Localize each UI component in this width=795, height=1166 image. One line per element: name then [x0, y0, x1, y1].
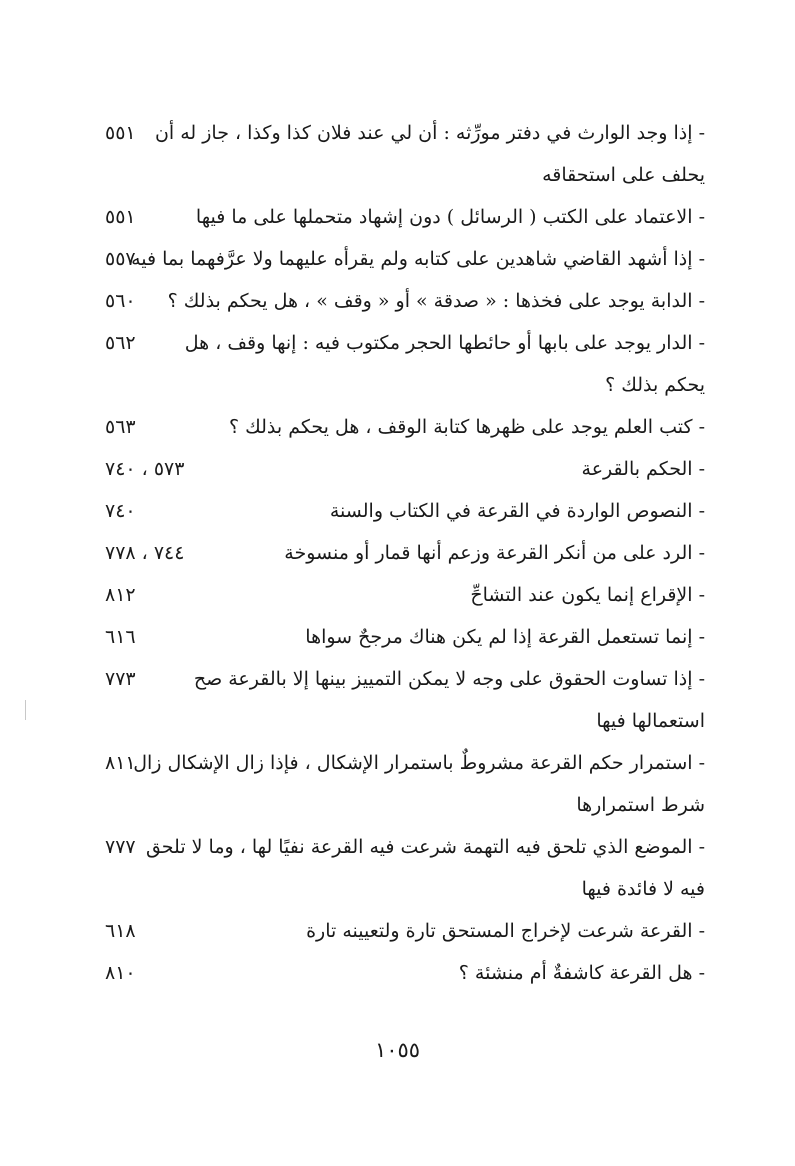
entry-line: - النصوص الواردة في القرعة في الكتاب والسنة	[329, 500, 705, 522]
entry-line: - إذا وجد الوارث في دفتر مورِّثه : أن لي عند فلان كذا وكذا ، جاز له أن	[154, 122, 705, 144]
page-reference: ٨١٠	[105, 962, 136, 984]
page-reference: ٨١٢	[105, 584, 136, 606]
index-entry	[100, 448, 705, 490]
entry-line-continued: يحكم بذلك ؟	[605, 374, 705, 396]
entry-line-continued: يحلف على استحقاقه	[542, 164, 705, 186]
entry-line: - إنما تستعمل القرعة إذا لم يكن هناك مرجحٌ سواها	[305, 626, 705, 648]
entry-line: - الموضع الذي تلحق فيه التهمة شرعت فيه القرعة نفيًا لها ، وما لا تلحق	[145, 836, 705, 858]
entry-line-continued: استعمالها فيها	[596, 710, 705, 732]
entry-line: - الإقراع إنما يكون عند التشاحِّ	[470, 584, 705, 606]
index-entry	[100, 238, 705, 280]
page-reference: ٥٦٠	[105, 290, 136, 312]
page-reference: ٥٦٢	[105, 332, 136, 354]
index-entry	[100, 280, 705, 322]
page-reference: ٥٥١	[105, 122, 136, 144]
page-reference: ٧٧٧	[105, 836, 136, 858]
page-reference: ٧٧٣	[105, 668, 136, 690]
entry-line: - الدابة يوجد على فخذها : « صدقة » أو « وقف » ، هل يحكم بذلك ؟	[167, 290, 705, 312]
entry-line: - كتب العلم يوجد على ظهرها كتابة الوقف ، هل يحكم بذلك ؟	[228, 416, 705, 438]
entry-line: - هل القرعة كاشفةٌ أم منشئة ؟	[458, 962, 705, 984]
index-entry	[100, 490, 705, 532]
index-entry	[100, 910, 705, 952]
page-reference: ٧٤٠	[105, 500, 136, 522]
page-reference: ٥٦٣	[105, 416, 136, 438]
index-entry	[100, 406, 705, 448]
entry-line: - استمرار حكم القرعة مشروطٌ باستمرار الإشكال ، فإذا زال الإشكال زال	[133, 752, 705, 774]
index-entry	[100, 616, 705, 658]
page-number: ١٠٥٥	[374, 1038, 421, 1062]
index-entry	[100, 532, 705, 574]
page-reference: ٦١٨	[105, 920, 136, 942]
page-reference: ٧٤٤ ، ٧٧٨	[105, 542, 185, 564]
page-reference: ٦١٦	[105, 626, 136, 648]
entry-line: - إذا أشهد القاضي شاهدين على كتابه ولم يقرأه عليهما ولا عرَّفهما بما فيه	[131, 248, 705, 270]
entry-line: - الدار يوجد على بابها أو حائطها الحجر مكتوب فيه : إنها وقف ، هل	[184, 332, 705, 354]
entry-line: - الحكم بالقرعة	[581, 458, 705, 480]
index-entry	[100, 826, 705, 910]
entry-line-continued: شرط استمرارها	[576, 794, 705, 816]
page-reference: ٥٥٧	[105, 248, 136, 270]
index-entry	[100, 952, 705, 994]
index-entry	[100, 658, 705, 742]
page-reference: ٥٥١	[105, 206, 136, 228]
index-entry	[100, 742, 705, 826]
index-entries	[100, 112, 705, 994]
scan-edge-mark	[25, 700, 26, 720]
entry-line: - إذا تساوت الحقوق على وجه لا يمكن التمييز بينها إلا بالقرعة صح	[193, 668, 705, 690]
index-entry	[100, 322, 705, 406]
page-reference: ٥٧٣ ، ٧٤٠	[105, 458, 185, 480]
index-entry	[100, 574, 705, 616]
entry-line: - الرد على من أنكر القرعة وزعم أنها قمار أو منسوخة	[284, 542, 705, 564]
index-entry	[100, 196, 705, 238]
page-reference: ٨١١	[105, 752, 136, 774]
entry-line-continued: فيه لا فائدة فيها	[581, 878, 705, 900]
entry-line: - الاعتماد على الكتب ( الرسائل ) دون إشهاد متحملها على ما فيها	[195, 206, 705, 228]
entry-line: - القرعة شرعت لإخراج المستحق تارة ولتعيينه تارة	[306, 920, 705, 942]
index-entry	[100, 112, 705, 196]
